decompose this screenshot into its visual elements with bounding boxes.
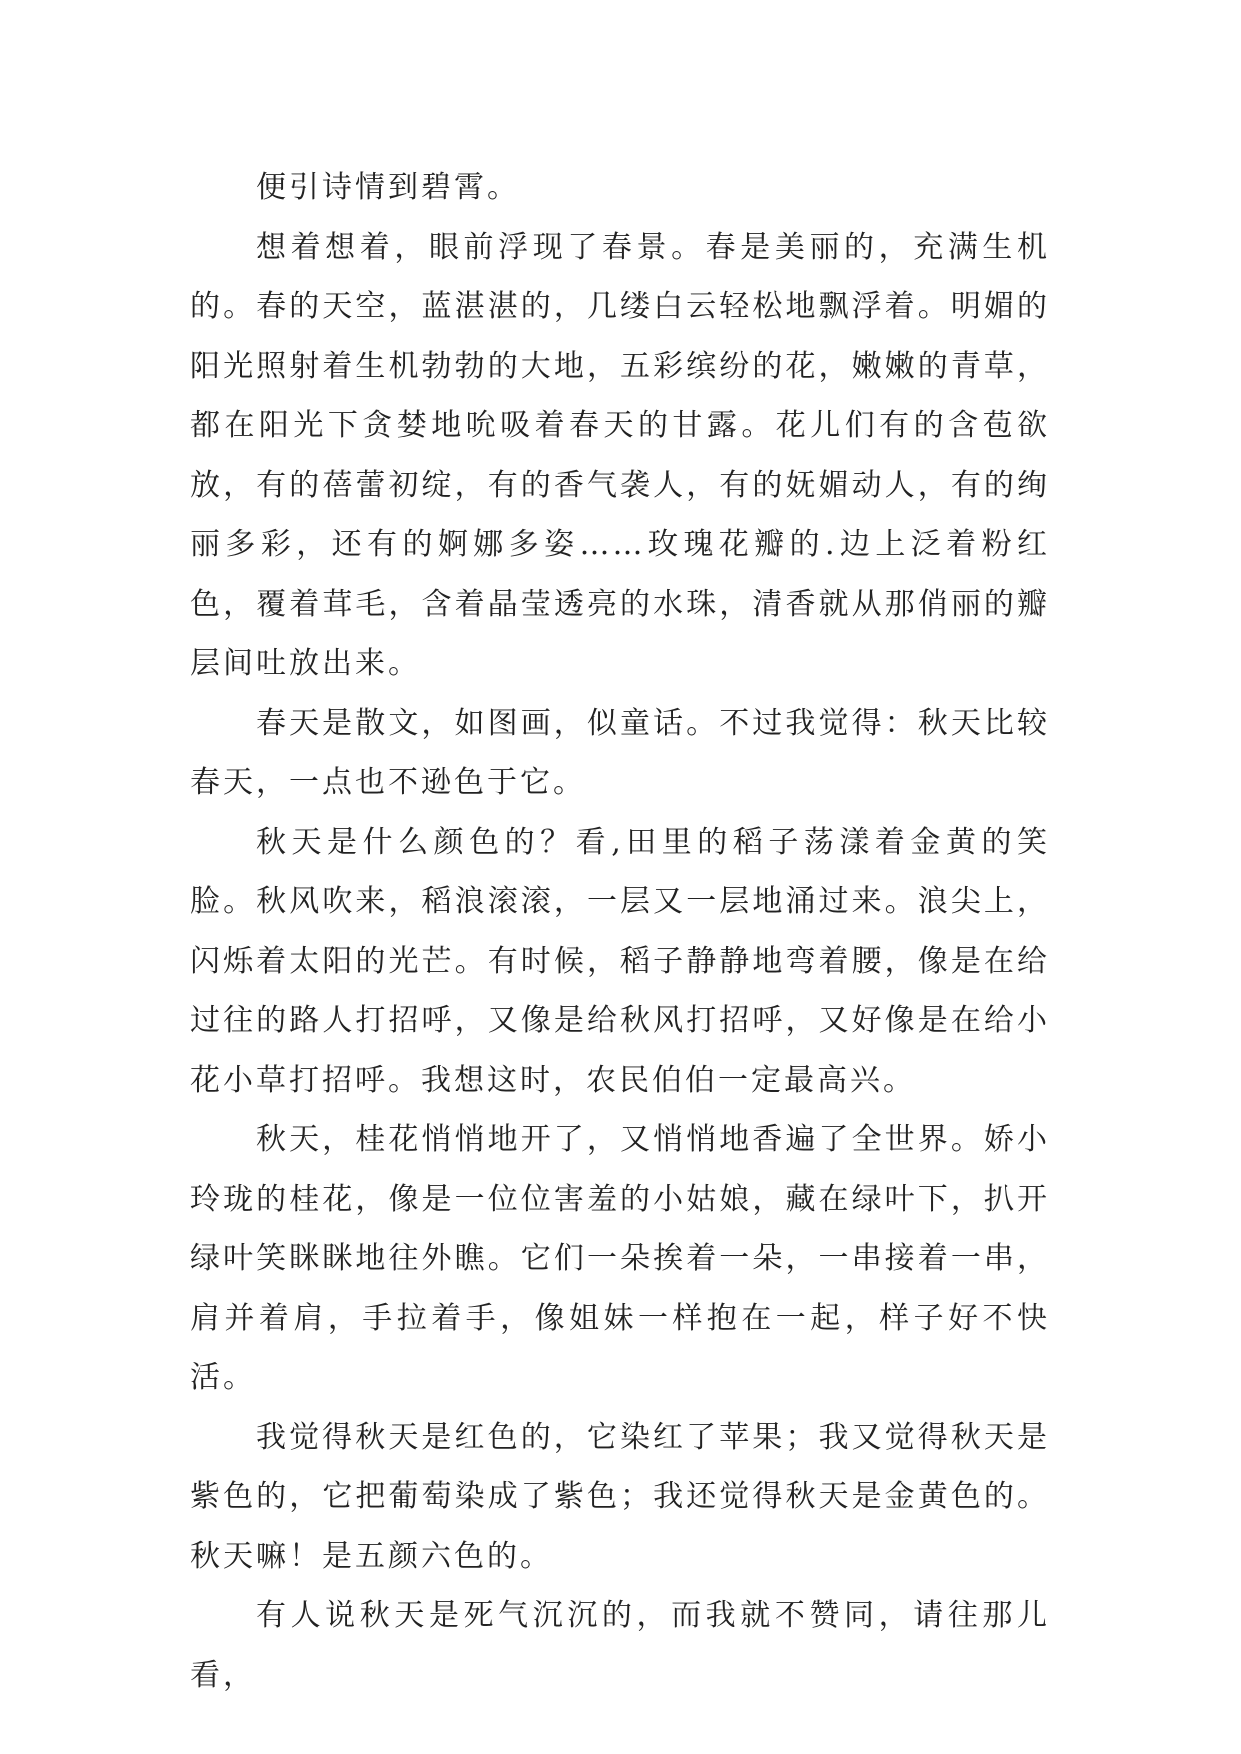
document-body [190,158,1050,1705]
paragraph: 想着想着，眼前浮现了春景。春是美丽的，充满生机的。春的天空，蓝湛湛的，几缕白云轻松地飘浮着。明媚的阳光照射着生机勃勃的大地，五彩缤纷的花，嫩嫩的青草，都在阳光下贪婪地吮吸着春天的甘露。花儿们有的含苞欲放，有的蓓蕾初绽，有的香气袭人，有的妩媚动人，有的绚丽多彩，还有的婀娜多姿……玫瑰花瓣的.边上泛着粉红色，覆着茸毛，含着晶莹透亮的水珠，清香就从那俏丽的瓣层间吐放出来。 [190,229,1050,681]
paragraph: 秋天，桂花悄悄地开了，又悄悄地香遍了全世界。娇小玲珑的桂花，像是一位位害羞的小姑娘，藏在绿叶下，扒开绿叶笑眯眯地往外瞧。它们一朵挨着一朵，一串接着一串，肩并着肩，手拉着手，像姐妹一样抱在一起，样子好不快活。 [190,1122,1050,1395]
paragraph: 秋天是什么颜色的？看,田里的稻子荡漾着金黄的笑脸。秋风吹来，稻浪滚滚，一层又一层地涌过来。浪尖上，闪烁着太阳的光芒。有时候，稻子静静地弯着腰，像是在给过往的路人打招呼，又像是给秋风打招呼，又好像是在给小花小草打招呼。我想这时，农民伯伯一定最高兴。 [190,824,1050,1098]
paragraph: 便引诗情到碧霄。 [256,170,520,205]
paragraph: 有人说秋天是死气沉沉的，而我就不赞同，请往那儿看， [190,1598,1050,1693]
paragraph: 春天是散文，如图画，似童话。不过我觉得：秋天比较春天，一点也不逊色于它。 [190,705,1050,800]
paragraph: 我觉得秋天是红色的，它染红了苹果；我又觉得秋天是紫色的，它把葡萄染成了紫色；我还觉得秋天是金黄色的。秋天嘛！是五颜六色的。 [190,1419,1050,1574]
